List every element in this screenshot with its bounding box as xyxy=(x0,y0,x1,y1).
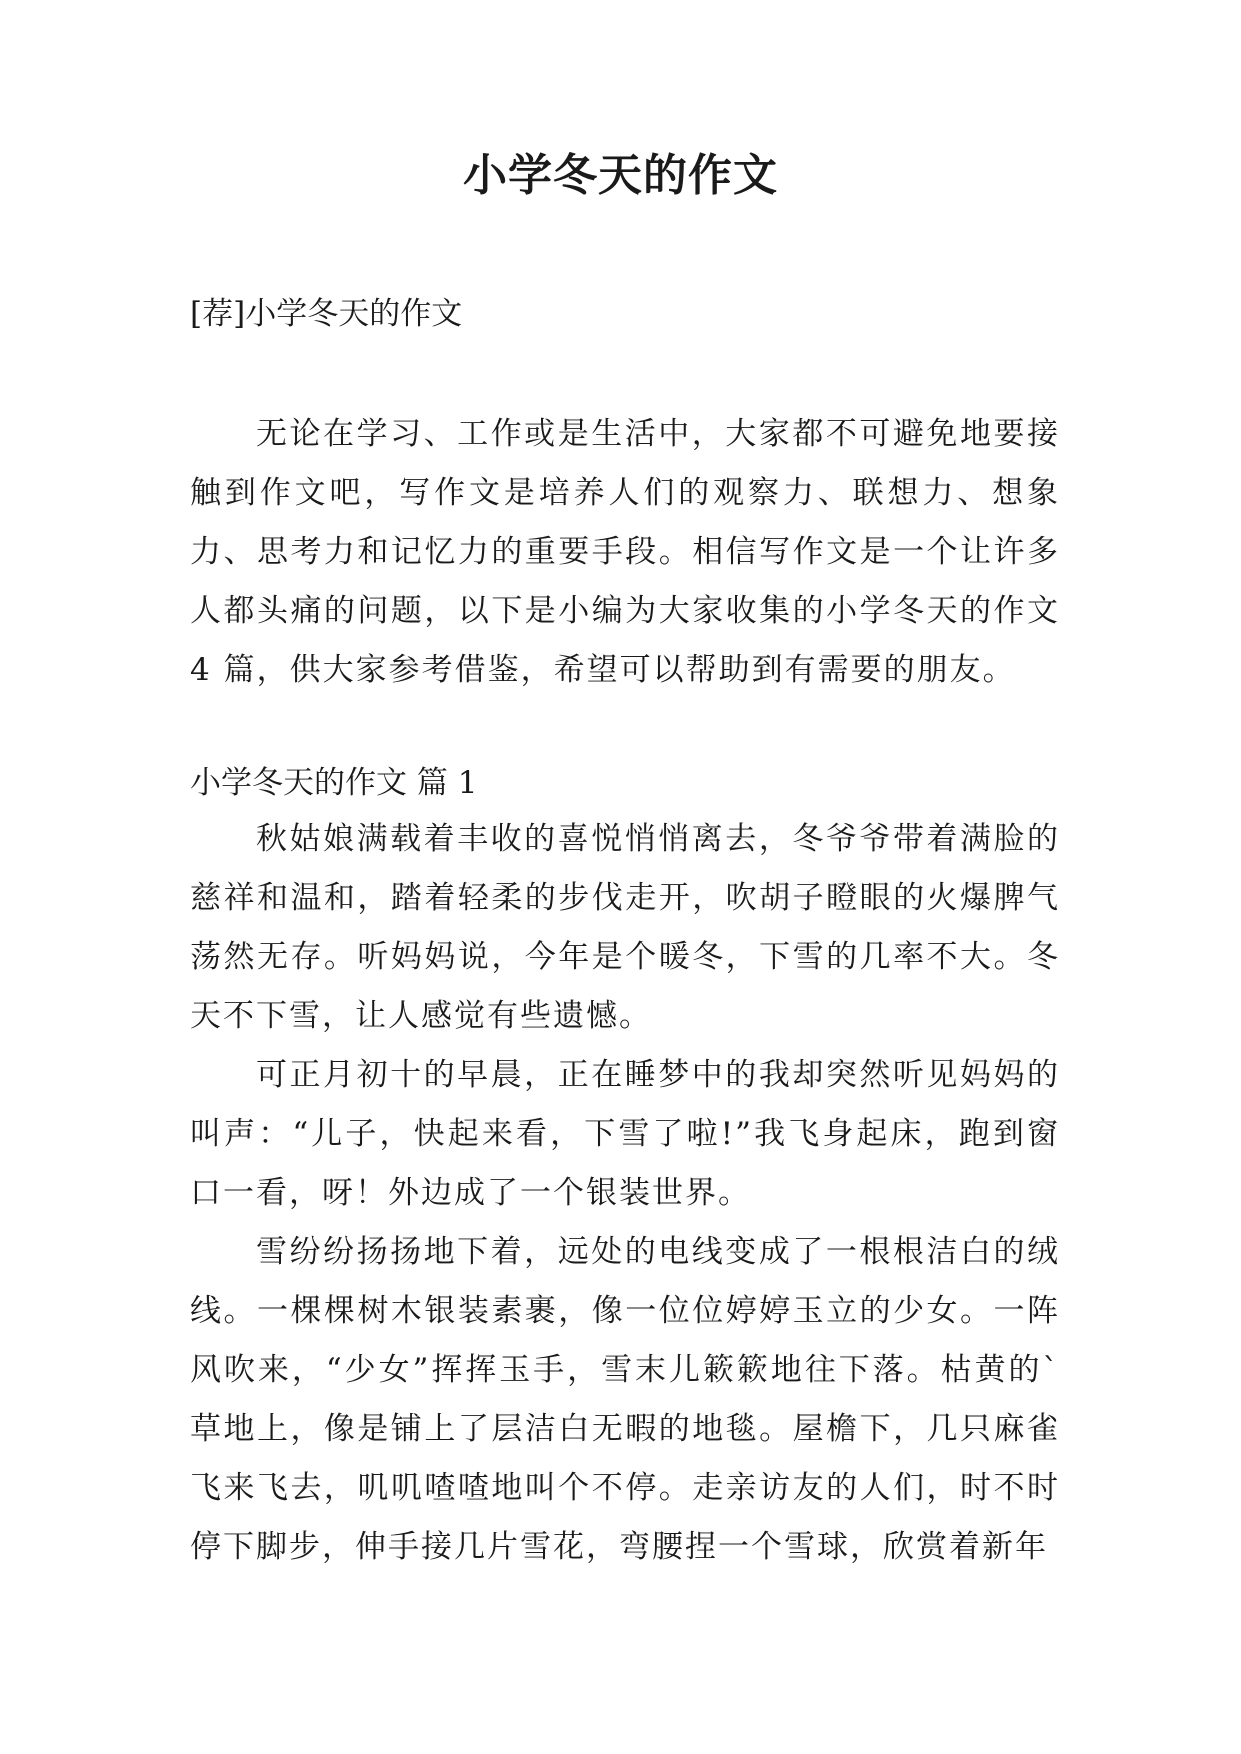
section-heading: 小学冬天的作文 篇 1 xyxy=(190,765,478,801)
intro-section xyxy=(190,405,1060,700)
document-title: 小学冬天的作文 xyxy=(463,150,778,201)
body-paragraph-2: 可正月初十的早晨，正在睡梦中的我却突然听见妈妈的叫声：“儿子，快起来看，下雪了啦!”我飞身起床，跑到窗口一看，呀！外边成了一个银装世界。 xyxy=(190,1057,1060,1211)
intro-paragraph: 无论在学习、工作或是生活中，大家都不可避免地要接触到作文吧，写作文是培养人们的观察力、联想力、想象力、思考力和记忆力的重要手段。相信写作文是一个让许多人都头痛的问题，以下是小编为大家收集的小学冬天的作文 4 篇，供大家参考借鉴，希望可以帮助到有需要的朋友。 xyxy=(190,416,1060,688)
document-subtitle: [荐]小学冬天的作文 xyxy=(190,296,463,332)
body-paragraph-1: 秋姑娘满载着丰收的喜悦悄悄离去，冬爷爷带着满脸的慈祥和温和，踏着轻柔的步伐走开，吹胡子瞪眼的火爆脾气荡然无存。听妈妈说，今年是个暖冬，下雪的几率不大。冬天不下雪，让人感觉有些遗憾。 xyxy=(190,821,1060,1034)
body-paragraph-3: 雪纷纷扬扬地下着，远处的电线变成了一根根洁白的绒线。一棵棵树木银装素裹，像一位位婷婷玉立的少女。一阵风吹来，“少女”挥挥玉手，雪末儿簌簌地往下落。枯黄的`草地上，像是铺上了层洁白无暇的地毯。屋檐下，几只麻雀飞来飞去，叽叽喳喳地叫个不停。走亲访友的人们，时不时停下脚步，伸手接几片雪花，弯腰捏一个雪球，欣赏着新年 xyxy=(190,1234,1060,1565)
essay-body xyxy=(190,810,1060,1577)
